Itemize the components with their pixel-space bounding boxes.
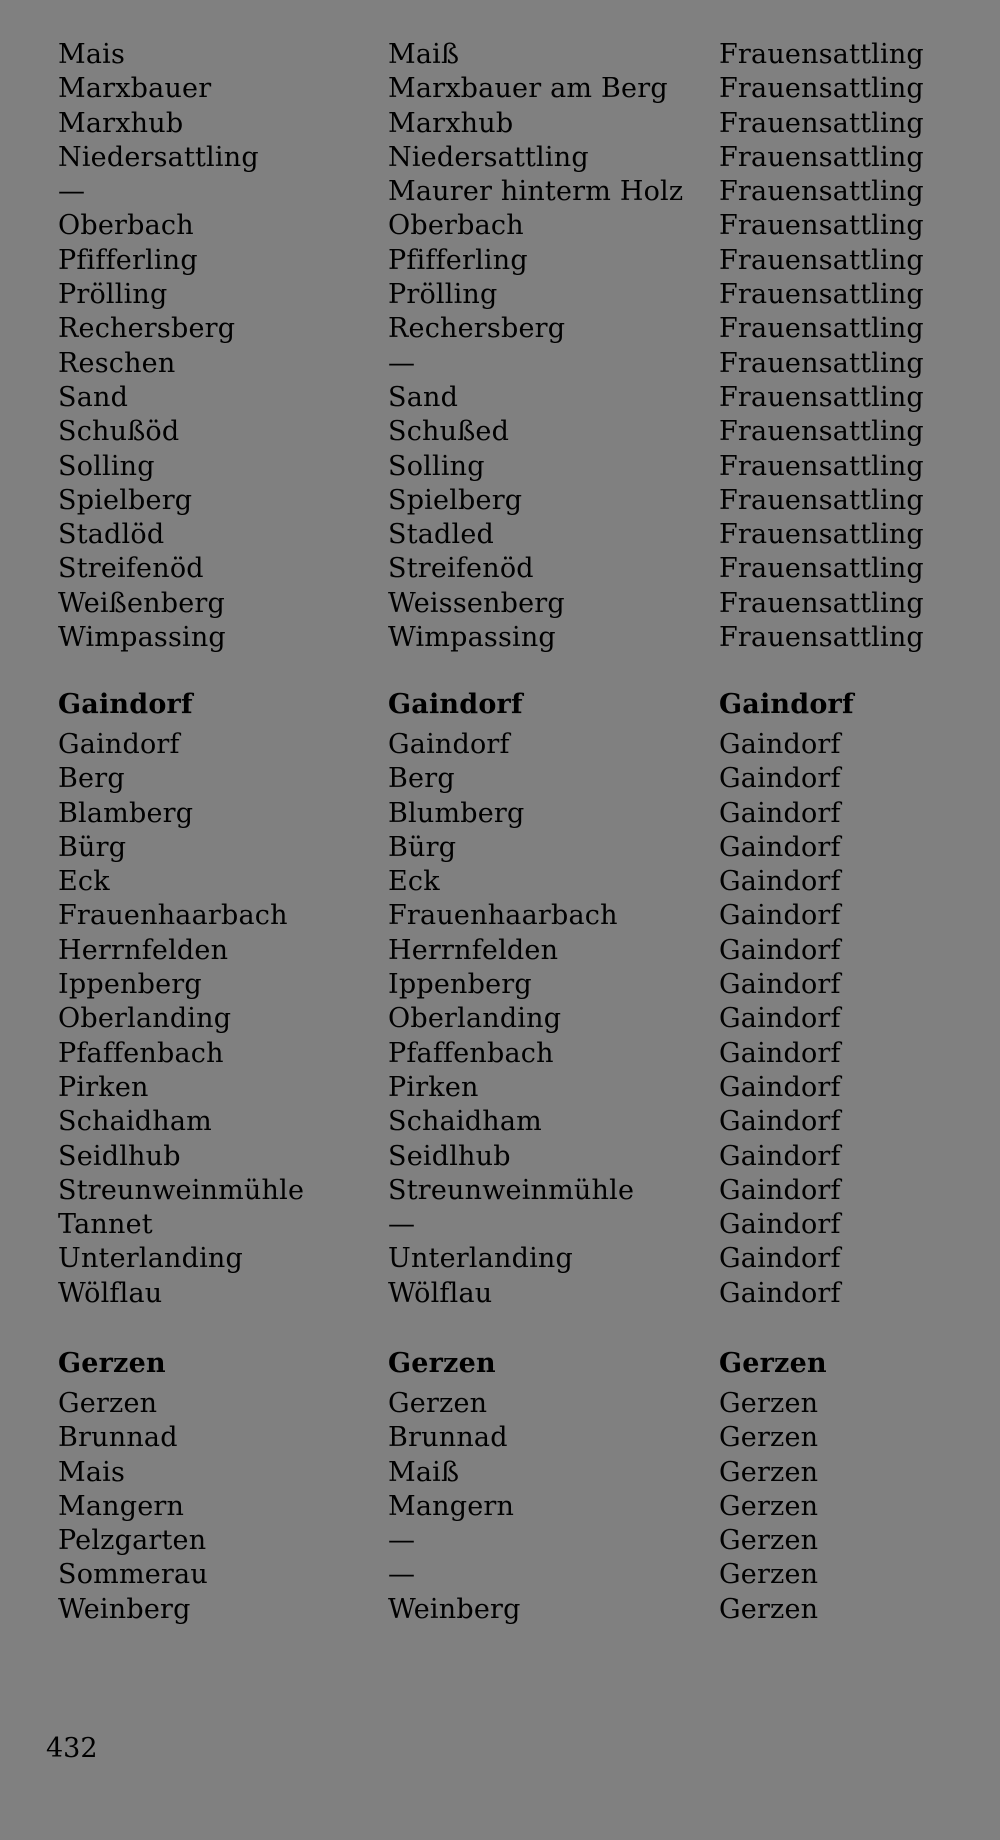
new-name-cell: Solling — [388, 450, 485, 482]
municipality-cell: Gaindorf — [719, 1106, 841, 1138]
table-row — [0, 797, 1000, 831]
old-name-cell: Weinberg — [58, 1593, 191, 1625]
new-name-cell: Niedersattling — [388, 141, 589, 173]
table-row — [0, 899, 1000, 933]
old-name-cell: Oberbach — [58, 210, 194, 242]
old-name-cell: Unterlanding — [58, 1243, 243, 1275]
new-name-cell: Wimpassing — [388, 622, 556, 654]
municipality-cell: Frauensattling — [719, 176, 924, 208]
table-row — [0, 1105, 1000, 1139]
municipality-cell: Gaindorf — [719, 1071, 841, 1103]
new-name-cell: Blumberg — [388, 797, 525, 829]
new-name-cell: — — [388, 1209, 416, 1241]
new-name-cell: Streifenöd — [388, 553, 534, 585]
new-name-cell: Spielberg — [388, 484, 523, 516]
old-name-cell: Pfifferling — [58, 244, 198, 276]
table-row — [0, 347, 1000, 381]
municipality-cell: Frauensattling — [719, 73, 924, 105]
table-row — [0, 518, 1000, 552]
new-name-cell: Maiß — [388, 39, 460, 70]
municipality-cell: Frauensattling — [719, 39, 924, 70]
old-name-cell: Frauenhaarbach — [58, 900, 288, 932]
old-name-cell: Marxhub — [58, 107, 184, 139]
municipality-cell: Frauensattling — [719, 381, 924, 413]
municipality-cell: Gerzen — [719, 1388, 819, 1419]
old-name-cell: Sommerau — [58, 1559, 208, 1591]
old-name-cell: Streifenöd — [58, 553, 204, 585]
old-name-cell: Stadlöd — [58, 519, 165, 551]
new-name-cell: Gerzen — [388, 1388, 488, 1419]
table-row — [0, 1037, 1000, 1071]
municipality-cell: Gaindorf — [719, 1209, 841, 1241]
new-name-cell: Prölling — [388, 279, 498, 311]
table-row — [0, 1208, 1000, 1242]
table-row — [0, 381, 1000, 415]
old-name-cell: Wimpassing — [58, 622, 226, 654]
old-name-cell: Mais — [58, 39, 126, 70]
new-name-cell: Eck — [388, 866, 440, 898]
new-name-cell: Marxhub — [388, 107, 514, 139]
old-name-cell: Schußöd — [58, 416, 180, 448]
new-name-cell: Schaidham — [388, 1106, 542, 1138]
table-row — [0, 728, 1000, 762]
new-name-cell: Pfaffenbach — [388, 1037, 554, 1069]
new-name-cell: Mangern — [388, 1490, 515, 1522]
municipality-cell: Frauensattling — [719, 587, 924, 619]
section-2 — [0, 688, 1000, 1311]
old-name-cell: Tannet — [58, 1209, 153, 1241]
new-name-cell: Oberbach — [388, 210, 524, 242]
section-heading — [0, 688, 1000, 728]
old-name-cell: Solling — [58, 450, 155, 482]
municipality-cell: Gaindorf — [719, 831, 841, 863]
old-name-cell: Blamberg — [58, 797, 194, 829]
old-name-cell: Weißenberg — [58, 587, 226, 619]
municipality-cell: Frauensattling — [719, 347, 924, 379]
section-1 — [0, 38, 1000, 655]
table-row — [0, 312, 1000, 346]
table-row — [0, 934, 1000, 968]
old-name-cell: Mangern — [58, 1490, 185, 1522]
table-row — [0, 1558, 1000, 1592]
new-name-cell: Oberlanding — [388, 1003, 562, 1035]
municipality-cell: Frauensattling — [719, 141, 924, 173]
section-3 — [0, 1347, 1000, 1627]
table-row — [0, 1242, 1000, 1276]
new-name-cell: Maiß — [388, 1456, 460, 1488]
old-name-cell: Pfaffenbach — [58, 1037, 224, 1069]
municipality-cell: Frauensattling — [719, 313, 924, 345]
new-name-cell: Berg — [388, 763, 455, 795]
municipality-cell: Frauensattling — [719, 519, 924, 551]
old-name-cell: Prölling — [58, 279, 168, 311]
new-name-cell: Maurer hinterm Holz — [388, 176, 684, 208]
municipality-cell: Frauensattling — [719, 484, 924, 516]
table-row — [0, 1593, 1000, 1627]
municipality-cell: Gerzen — [719, 1525, 819, 1557]
table-row — [0, 865, 1000, 899]
new-name-cell: Pfifferling — [388, 244, 528, 276]
table-row — [0, 107, 1000, 141]
new-name-cell: Ippenberg — [388, 969, 532, 1001]
new-name-cell: Stadled — [388, 519, 495, 551]
old-name-cell: Oberlanding — [58, 1003, 232, 1035]
old-name-cell: Brunnad — [58, 1422, 178, 1454]
municipality-cell: Gerzen — [719, 1456, 819, 1488]
table-row — [0, 552, 1000, 586]
new-name-cell: — — [388, 1525, 416, 1557]
page-number: 432 — [46, 1733, 98, 1764]
new-name-cell: Unterlanding — [388, 1243, 573, 1275]
new-name-cell: Bürg — [388, 831, 457, 863]
old-name-cell: Pelzgarten — [58, 1525, 207, 1557]
table-row — [0, 1277, 1000, 1311]
table-row — [0, 831, 1000, 865]
old-name-cell: — — [58, 176, 86, 208]
new-name-cell: Pirken — [388, 1071, 479, 1103]
section-heading — [0, 1347, 1000, 1387]
old-name-cell: Marxbauer — [58, 73, 212, 105]
old-name-cell: Ippenberg — [58, 969, 202, 1001]
heading-cell: Gerzen — [388, 1348, 496, 1379]
municipality-cell: Gaindorf — [719, 1037, 841, 1069]
table-row — [0, 587, 1000, 621]
table-row — [0, 1140, 1000, 1174]
table-row — [0, 1421, 1000, 1455]
municipality-cell: Gaindorf — [719, 900, 841, 932]
heading-cell: Gerzen — [719, 1348, 827, 1379]
table-row — [0, 278, 1000, 312]
municipality-cell: Gaindorf — [719, 763, 841, 795]
old-name-cell: Sand — [58, 381, 129, 413]
municipality-cell: Frauensattling — [719, 622, 924, 654]
old-name-cell: Reschen — [58, 347, 176, 379]
heading-cell: Gaindorf — [388, 689, 523, 720]
municipality-cell: Gaindorf — [719, 1174, 841, 1206]
new-name-cell: Streunweinmühle — [388, 1174, 635, 1206]
municipality-cell: Frauensattling — [719, 553, 924, 585]
new-name-cell: Schußed — [388, 416, 510, 448]
table-row — [0, 1456, 1000, 1490]
municipality-cell: Frauensattling — [719, 416, 924, 448]
old-name-cell: Rechersberg — [58, 313, 236, 345]
municipality-cell: Frauensattling — [719, 450, 924, 482]
new-name-cell: Gaindorf — [388, 729, 510, 760]
municipality-cell: Frauensattling — [719, 210, 924, 242]
new-name-cell: Weissenberg — [388, 587, 565, 619]
table-row — [0, 450, 1000, 484]
old-name-cell: Mais — [58, 1456, 126, 1488]
table-row — [0, 72, 1000, 106]
table-row — [0, 1524, 1000, 1558]
municipality-cell: Gaindorf — [719, 729, 841, 760]
table-row — [0, 1387, 1000, 1421]
municipality-cell: Gerzen — [719, 1593, 819, 1625]
old-name-cell: Schaidham — [58, 1106, 212, 1138]
municipality-cell: Gaindorf — [719, 1277, 841, 1309]
municipality-cell: Gaindorf — [719, 969, 841, 1001]
new-name-cell: Weinberg — [388, 1593, 521, 1625]
table-row — [0, 209, 1000, 243]
table-row — [0, 1490, 1000, 1524]
heading-cell: Gerzen — [58, 1348, 166, 1379]
municipality-cell: Frauensattling — [719, 107, 924, 139]
new-name-cell: Brunnad — [388, 1422, 508, 1454]
table-row — [0, 621, 1000, 655]
old-name-cell: Eck — [58, 866, 110, 898]
old-name-cell: Herrnfelden — [58, 934, 229, 966]
new-name-cell: Sand — [388, 381, 459, 413]
table-row — [0, 1071, 1000, 1105]
table-row — [0, 762, 1000, 796]
new-name-cell: Seidlhub — [388, 1140, 511, 1172]
old-name-cell: Niedersattling — [58, 141, 259, 173]
municipality-cell: Gaindorf — [719, 866, 841, 898]
old-name-cell: Gaindorf — [58, 729, 180, 760]
new-name-cell: Herrnfelden — [388, 934, 559, 966]
heading-cell: Gaindorf — [58, 689, 193, 720]
municipality-cell: Gaindorf — [719, 1243, 841, 1275]
table-row — [0, 484, 1000, 518]
municipality-cell: Gaindorf — [719, 934, 841, 966]
new-name-cell: Wölflau — [388, 1277, 493, 1309]
old-name-cell: Seidlhub — [58, 1140, 181, 1172]
new-name-cell: Rechersberg — [388, 313, 566, 345]
municipality-cell: Frauensattling — [719, 244, 924, 276]
new-name-cell: — — [388, 347, 416, 379]
table-row — [0, 175, 1000, 209]
old-name-cell: Spielberg — [58, 484, 193, 516]
heading-cell: Gaindorf — [719, 689, 854, 720]
table-row — [0, 141, 1000, 175]
old-name-cell: Streunweinmühle — [58, 1174, 305, 1206]
municipality-cell: Gaindorf — [719, 1140, 841, 1172]
table-row — [0, 968, 1000, 1002]
old-name-cell: Pirken — [58, 1071, 149, 1103]
municipality-cell: Gerzen — [719, 1559, 819, 1591]
table-row — [0, 1002, 1000, 1036]
table-row — [0, 244, 1000, 278]
new-name-cell: Marxbauer am Berg — [388, 73, 668, 105]
table-row — [0, 415, 1000, 449]
new-name-cell: — — [388, 1559, 416, 1591]
municipality-cell: Frauensattling — [719, 279, 924, 311]
table-row — [0, 38, 1000, 72]
municipality-cell: Gerzen — [719, 1422, 819, 1454]
old-name-cell: Berg — [58, 763, 125, 795]
table-row — [0, 1174, 1000, 1208]
old-name-cell: Gerzen — [58, 1388, 158, 1419]
old-name-cell: Bürg — [58, 831, 127, 863]
municipality-cell: Gaindorf — [719, 797, 841, 829]
new-name-cell: Frauenhaarbach — [388, 900, 618, 932]
municipality-cell: Gerzen — [719, 1490, 819, 1522]
old-name-cell: Wölflau — [58, 1277, 163, 1309]
municipality-cell: Gaindorf — [719, 1003, 841, 1035]
